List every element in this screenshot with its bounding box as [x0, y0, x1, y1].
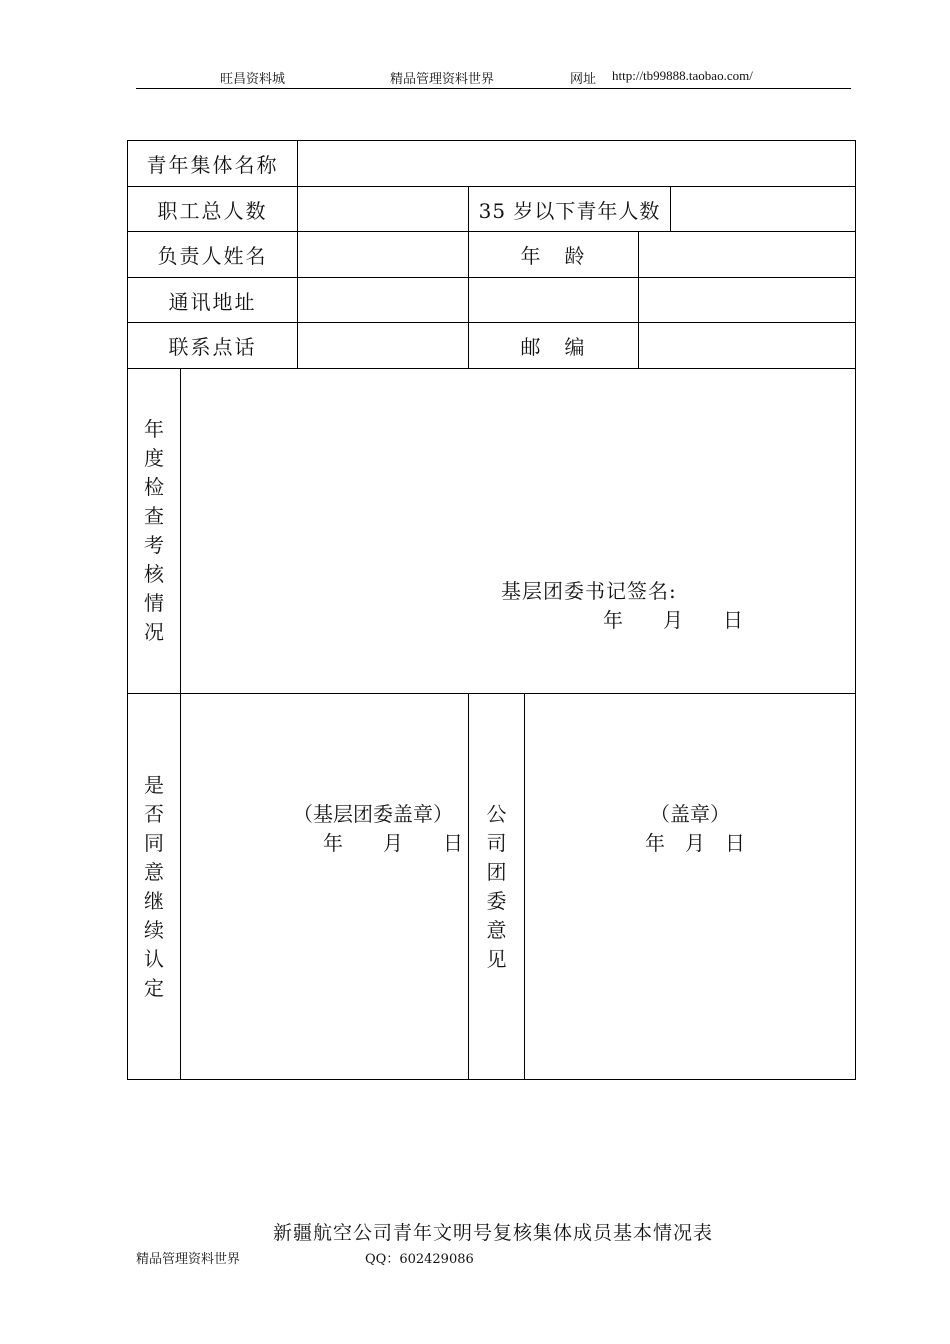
group-name-label: 青年集体名称	[128, 141, 298, 187]
company-date: 年 月 日	[645, 831, 745, 855]
youth-count-field[interactable]	[671, 187, 856, 232]
info-form-table	[127, 140, 856, 1080]
base-committee-date: 年 月 日	[323, 831, 463, 855]
postcode-label: 邮 编	[469, 323, 639, 369]
header-url[interactable]: http://tb99888.taobao.com/	[612, 68, 753, 83]
total-staff-label: 职工总人数	[128, 187, 298, 232]
address-label: 通讯地址	[128, 278, 298, 323]
phone-field[interactable]	[298, 323, 469, 369]
address-field-extra-2[interactable]	[639, 278, 856, 323]
form-title: 新疆航空公司青年文明号复核集体成员基本情况表	[272, 1222, 713, 1244]
age-field[interactable]	[639, 232, 856, 278]
header-tagline: 精品管理资料世界	[390, 72, 495, 87]
footer-qq: QQ：602429086	[365, 1252, 474, 1267]
leader-name-field[interactable]	[298, 232, 469, 278]
header-url-label: 网址	[570, 72, 597, 87]
annual-check-date: 年 月 日	[603, 608, 743, 632]
base-committee-stamp: （基层团委盖章）	[293, 802, 453, 826]
total-staff-field[interactable]	[298, 187, 469, 232]
phone-label: 联系点话	[128, 323, 298, 369]
annual-check-label: 年 度 检 查 考 核 情 况	[128, 369, 181, 694]
continue-certification-label: 是 否 同 意 继 续 认 定	[128, 694, 181, 1080]
youth-count-label: 35 岁以下青年人数	[469, 187, 671, 232]
base-committee-section[interactable]	[181, 694, 469, 1080]
leader-name-label: 负责人姓名	[128, 232, 298, 278]
address-field[interactable]	[298, 278, 469, 323]
header-site-name: 旺昌资料城	[220, 72, 286, 87]
company-opinion-section[interactable]	[525, 694, 856, 1080]
postcode-field[interactable]	[639, 323, 856, 369]
address-field-extra[interactable]	[469, 278, 639, 323]
age-label: 年 龄	[469, 232, 639, 278]
annual-check-content[interactable]	[181, 369, 856, 694]
company-stamp: （盖章）	[650, 802, 730, 826]
secretary-signature-label: 基层团委书记签名:	[501, 579, 677, 603]
footer-site: 精品管理资料世界	[136, 1252, 241, 1267]
group-name-field[interactable]	[298, 141, 856, 187]
header-divider	[136, 88, 851, 89]
company-opinion-label: 公 司 团 委 意 见	[469, 694, 525, 1080]
